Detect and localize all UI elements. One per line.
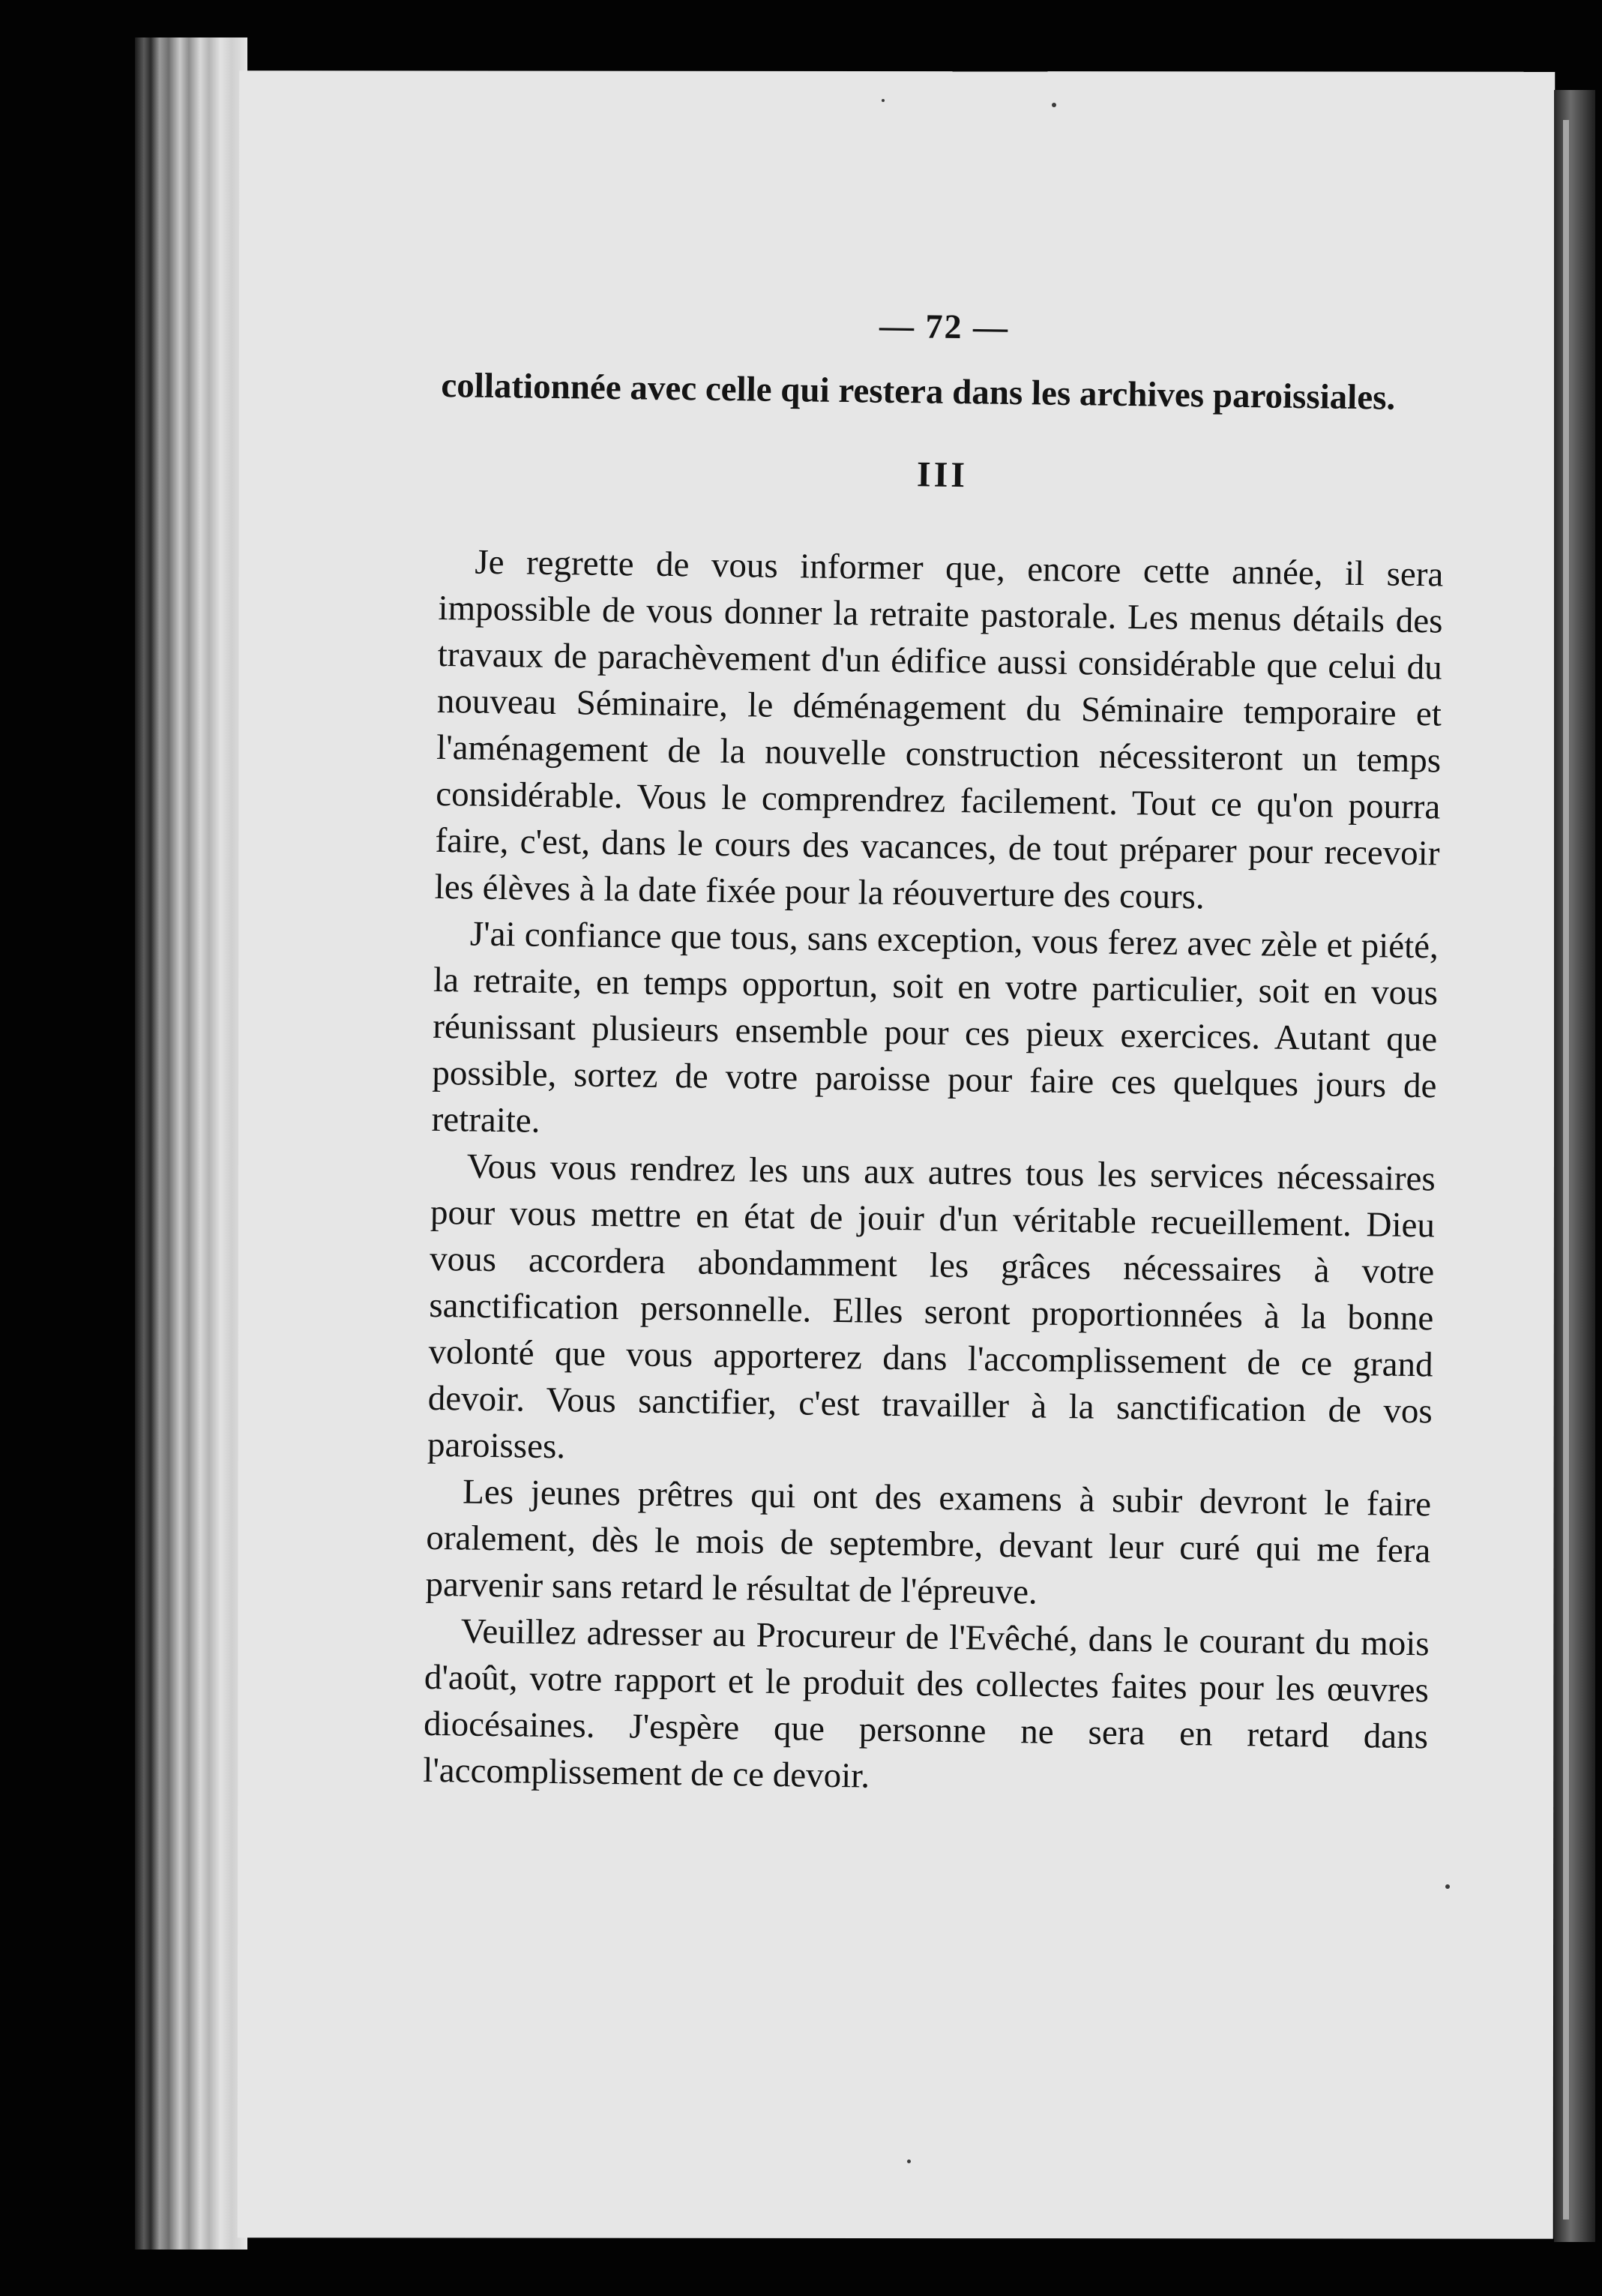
book-binding-gutter [135,37,247,2250]
ink-speck [882,99,885,102]
paragraph-procurator: Veuillez adresser au Procureur de l'Evêché, dans le courant du mois d'août, votre rapport et le produit des collectes faites pour les œuvres diocésaines. J'espère que personne ne sera en retard dans l'accomplissement de ce devoir. [422,1611,1430,1796]
page-text-block [423,300,1447,1806]
right-page-edge [1554,90,1595,2242]
ink-speck [1052,103,1056,107]
page-number: — 72 — [879,306,1010,346]
ink-speck [1445,1884,1450,1889]
paragraph-retreat: Je regrette de vous informer que, encore cette année, il sera impossible de vous donner la retraite pastorale. Les menus détails des travaux de parachèvement d'un édifice aussi considérable que celui du nouveau Séminaire, le déménagement du Séminaire temporaire et l'aménagement de la nouvelle construction nécessiteront un temps considérable. Vous le comprendrez facilement. Tout ce qu'on pourra faire, c'est, dans le cours des vacances, de tout préparer pour recevoir les élèves à la date fixée pour la réouverture des cours. [434,542,1444,917]
paragraph-continuation: collationnée avec celle qui restera dans les archives paroissiales. [441,365,1396,418]
paragraph-young-priests: Les jeunes prêtres qui ont des examens à subir devront le faire oralement, dès le mois de septembre, devant leur curé qui me fera parvenir sans retard le résultat de l'épreuve. [425,1472,1432,1612]
section-heading: III [916,454,969,496]
paragraph-confidence: J'ai confiance que tous, sans exception, vous ferez avec zèle et piété, la retraite, en temps opportun, soit en votre particulier, soit en vous réunissant plusieurs ensemble pour ces pieux exercices. Autant que possible, sortez de votre paroisse pour faire ces quelques jours de retraite. [431,914,1439,1141]
paragraph-services: Vous vous rendrez les uns aux autres tous les services nécessaires pour vous mettre en état de jouir d'un véritable recueillement. Dieu vous accordera abondamment les grâces nécessaires à votre sanctification personnelle. Elles seront proportionnées à la bonne volonté que vous apporterez dans l'accomplissement de ce grand devoir. Vous sanctifier, c'est travailler à la sanctification de vos paroisses. [427,1147,1436,1467]
right-page-edge-highlight [1563,120,1569,2220]
ink-speck [907,2160,911,2163]
